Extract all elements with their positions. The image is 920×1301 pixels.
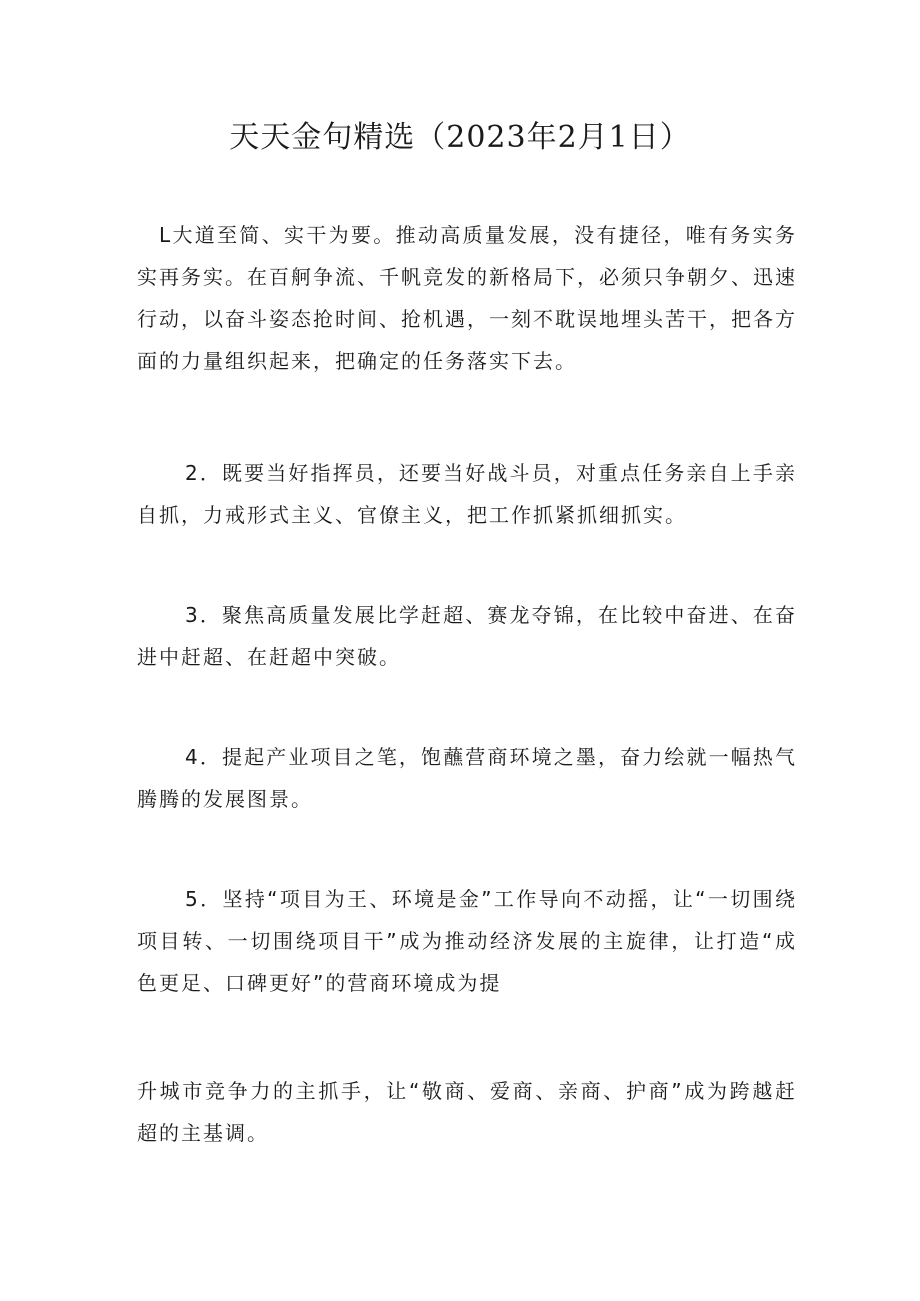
document-title: 天天金句精选（2023年2月1日） xyxy=(229,120,691,155)
paragraph-5: 5．坚持“项目为王、环境是金”工作导向不动摇，让“一切围绕项目转、一切围绕项目干”成为推动经济发展的主旋律，让打造“成色更足、口碑更好”的营商环境成为提 xyxy=(137,887,797,995)
paragraph-3: 3．聚焦高质量发展比学赶超、赛龙夺锦，在比较中奋进、在奋进中赶超、在赶超中突破。 xyxy=(137,603,797,669)
paragraph-4: 4．提起产业项目之笔，饱蘸营商环境之墨，奋力绘就一幅热气腾腾的发展图景。 xyxy=(137,745,797,811)
paragraph-5-continued: 升城市竞争力的主抓手，让“敬商、爱商、亲商、护商”成为跨越赶超的主基调。 xyxy=(137,1079,797,1145)
paragraph-2: 2．既要当好指挥员，还要当好战斗员，对重点任务亲自上手亲自抓，力戒形式主义、官僚主义，把工作抓紧抓细抓实。 xyxy=(137,461,797,527)
paragraph-1: L大道至简、实干为要。推动高质量发展，没有捷径，唯有务实务实再务实。在百舸争流、千帆竞发的新格局下，必须只争朝夕、迅速行动，以奋斗姿态抢时间、抢机遇，一刻不耽误地埋头苦干，把各方面的力量组织起来，把确定的任务落实下去。 xyxy=(137,223,797,373)
